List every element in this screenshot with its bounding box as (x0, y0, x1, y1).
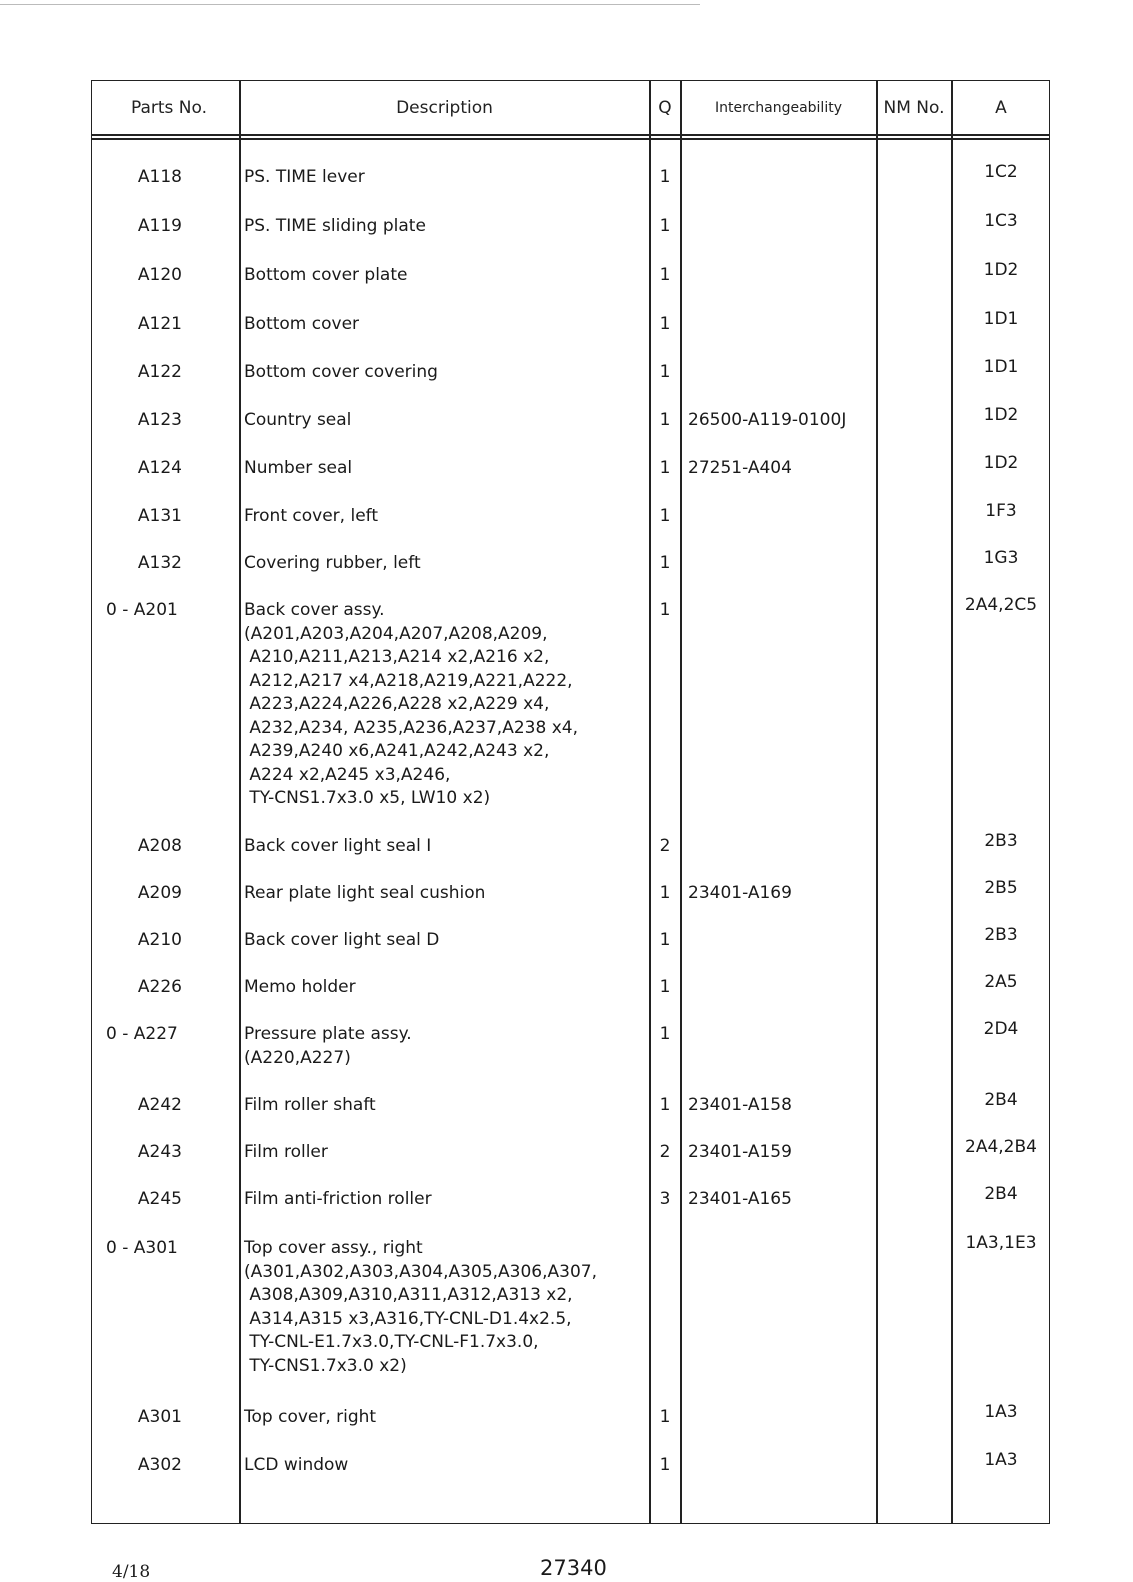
part-quantity: 1 (659, 553, 671, 573)
part-quantity: 1 (659, 265, 671, 285)
column-divider-parts (239, 80, 241, 1524)
part-number: A122 (137, 362, 182, 382)
part-quantity: 1 (659, 506, 671, 526)
part-quantity: 1 (659, 1407, 671, 1427)
part-number: A120 (137, 265, 182, 285)
part-description: Bottom cover covering (244, 362, 438, 382)
part-number: A242 (137, 1095, 182, 1115)
part-description: Top cover, right (244, 1407, 377, 1427)
header-interchangeability: Interchangeability (715, 100, 842, 116)
scan-top-line (0, 4, 700, 5)
part-description: Film anti-friction roller (244, 1189, 432, 1209)
part-interchangeability: 23401-A159 (688, 1142, 792, 1162)
part-number: A131 (137, 506, 182, 526)
part-quantity: 1 (659, 362, 671, 382)
part-location: 2A4,2B4 (965, 1137, 1037, 1157)
part-interchangeability: 23401-A165 (688, 1189, 792, 1209)
part-number: A119 (137, 216, 182, 236)
part-location: 1A3 (984, 1402, 1018, 1422)
part-quantity: 1 (659, 314, 671, 334)
header-description: Description (396, 98, 493, 118)
part-location: 1C2 (984, 162, 1018, 182)
part-number: A124 (137, 458, 182, 478)
part-description: PS. TIME sliding plate (244, 216, 426, 236)
part-quantity: 1 (659, 410, 671, 430)
part-number: A245 (137, 1189, 182, 1209)
part-location: 2A4,2C5 (964, 595, 1038, 615)
part-location: 1A3 (984, 1450, 1018, 1470)
part-location: 1D1 (983, 357, 1019, 377)
header-nm-no: NM No. (883, 98, 945, 118)
part-number: A226 (137, 977, 182, 997)
part-quantity: 1 (659, 1024, 671, 1044)
part-description: Back cover light seal D (244, 930, 440, 950)
part-quantity: 1 (659, 1095, 671, 1115)
part-location: 2B4 (984, 1184, 1018, 1204)
part-location: 2B4 (984, 1090, 1018, 1110)
part-description: Film roller (244, 1142, 328, 1162)
part-interchangeability: 26500-A119-0100J (688, 410, 847, 430)
part-interchangeability: 23401-A158 (688, 1095, 792, 1115)
header-rule-2 (91, 138, 1050, 140)
part-description: LCD window (244, 1455, 349, 1475)
header-parts-no: Parts No. (130, 98, 208, 118)
part-number: 0 - A201 (106, 600, 178, 620)
part-number: A243 (137, 1142, 182, 1162)
part-number: 0 - A301 (106, 1238, 178, 1258)
part-quantity: 1 (659, 600, 671, 620)
part-location: 1G3 (983, 548, 1019, 568)
part-number: A123 (137, 410, 182, 430)
part-description: Covering rubber, left (244, 553, 421, 573)
part-description: Front cover, left (244, 506, 378, 526)
part-quantity: 1 (659, 883, 671, 903)
part-description: Country seal (244, 410, 352, 430)
part-quantity: 1 (659, 458, 671, 478)
part-quantity: 1 (659, 930, 671, 950)
part-location: 1A3,1E3 (965, 1233, 1037, 1253)
part-number: A118 (137, 167, 182, 187)
document-number: 27340 (540, 1556, 607, 1580)
part-location: 2A5 (984, 972, 1018, 992)
part-location: 1D2 (983, 453, 1019, 473)
part-interchangeability: 27251-A404 (688, 458, 792, 478)
part-number: A208 (137, 836, 182, 856)
part-location: 1C3 (984, 211, 1018, 231)
part-number: A209 (137, 883, 182, 903)
part-location: 2B3 (984, 925, 1018, 945)
page-indicator: 4/18 (112, 1562, 151, 1582)
column-divider-q (680, 80, 682, 1524)
column-divider-nm (951, 80, 953, 1524)
part-number: A121 (137, 314, 182, 334)
part-description: Number seal (244, 458, 353, 478)
part-interchangeability: 23401-A169 (688, 883, 792, 903)
header-q: Q (658, 98, 672, 118)
header-rule-1 (91, 134, 1050, 136)
part-number: A301 (137, 1407, 182, 1427)
part-location: 1D1 (983, 309, 1019, 329)
part-location: 1F3 (985, 501, 1017, 521)
part-location: 2B3 (984, 831, 1018, 851)
part-description: Film roller shaft (244, 1095, 376, 1115)
column-divider-interchange (876, 80, 878, 1524)
part-description: Back cover light seal I (244, 836, 432, 856)
part-location: 2B5 (984, 878, 1018, 898)
part-quantity: 1 (659, 167, 671, 187)
header-a: A (995, 98, 1007, 118)
part-description: Memo holder (244, 977, 356, 997)
part-description: Rear plate light seal cushion (244, 883, 486, 903)
part-quantity: 1 (659, 216, 671, 236)
column-divider-desc (649, 80, 651, 1524)
part-description: PS. TIME lever (244, 167, 365, 187)
part-quantity: 2 (659, 1142, 671, 1162)
part-number: A302 (137, 1455, 182, 1475)
part-location: 1D2 (983, 260, 1019, 280)
part-description: Pressure plate assy. (A220,A227) (244, 1024, 412, 1068)
part-number: A210 (137, 930, 182, 950)
part-location: 1D2 (983, 405, 1019, 425)
part-description: Top cover assy., right (A301,A302,A303,A304,A305,A306,A307, A308,A309,A310,A311,A312,A313 x2, A314,A315 x3,A316,TY-CNL-D1.4x2.5, TY-CNL-E1.7x3.0,TY-CNL-F1.7x3.0, TY-CNS1.7x3.0 x2) (244, 1238, 597, 1376)
part-quantity: 1 (659, 977, 671, 997)
part-quantity: 2 (659, 836, 671, 856)
part-quantity: 1 (659, 1455, 671, 1475)
part-quantity: 3 (659, 1189, 671, 1209)
part-location: 2D4 (983, 1019, 1019, 1039)
part-number: 0 - A227 (106, 1024, 178, 1044)
part-description: Bottom cover plate (244, 265, 408, 285)
part-description: Bottom cover (244, 314, 360, 334)
part-number: A132 (137, 553, 182, 573)
part-description: Back cover assy. (A201,A203,A204,A207,A208,A209, A210,A211,A213,A214 x2,A216 x2, A212,A217 x4,A218,A219,A221,A222, A223,A224,A226,A228 x2,A229 x4, A232,A234, A235,A236,A237,A238 x4, A239,A240 x6,A241,A242,A243 x2, A224 x2,A245 x3,A246, TY-CNS1.7x3.0 x5, LW10 x2) (244, 600, 578, 808)
